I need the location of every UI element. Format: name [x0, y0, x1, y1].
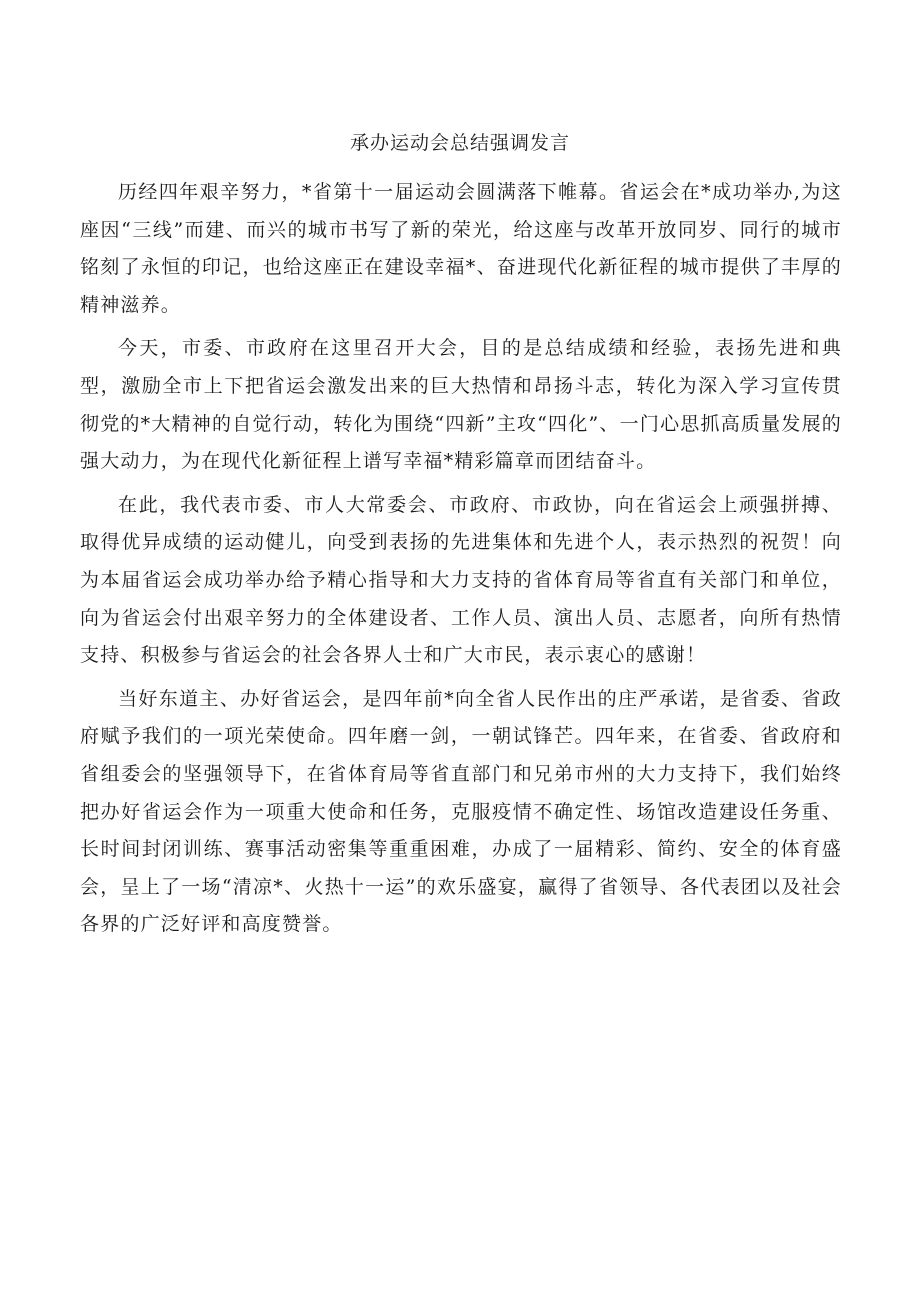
document-body — [80, 174, 842, 950]
paragraph-4: 当好东道主、办好省运会，是四年前*向全省人民作出的庄严承诺，是省委、省政府赋予我们的一项光荣使命。四年磨一剑，一朝试锋芒。四年来，在省委、省政府和省组委会的坚强领导下，在省体育局等省直部门和兄弟市州的大力支持下，我们始终把办好省运会作为一项重大使命和任务，克服疫情不确定性、场馆改造建设任务重、长时间封闭训练、赛事活动密集等重重困难，办成了一届精彩、简约、安全的体育盛会，呈上了一场“清凉*、火热十一运”的欢乐盛宴，赢得了省领导、各代表团以及社会各界的广泛好评和高度赞誉。 — [80, 687, 842, 936]
paragraph-3: 在此，我代表市委、市人大常委会、市政府、市政协，向在省运会上顽强拼搏、取得优异成绩的运动健儿，向受到表扬的先进集体和先进个人，表示热烈的祝贺！向为本届省运会成功举办给予精心指导和大力支持的省体育局等省直有关部门和单位，向为省运会付出艰辛努力的全体建设者、工作人员、演出人员、志愿者，向所有热情支持、积极参与省运会的社会各界人士和广大市民，表示衷心的感谢！ — [80, 493, 842, 667]
paragraph-1: 历经四年艰辛努力，*省第十一届运动会圆满落下帷幕。省运会在*成功举办,为这座因“三线”而建、而兴的城市书写了新的荣光，给这座与改革开放同岁、同行的城市铭刻了永恒的印记，也给这座正在建设幸福*、奋进现代化新征程的城市提供了丰厚的精神滋养。 — [80, 181, 842, 316]
document-title: 承办运动会总结强调发言 — [349, 132, 570, 154]
paragraph-2: 今天，市委、市政府在这里召开大会，目的是总结成绩和经验，表扬先进和典型，激励全市上下把省运会激发出来的巨大热情和昂扬斗志，转化为深入学习宣传贯彻党的*大精神的自觉行动，转化为围绕“四新”主攻“四化”、一门心思抓高质量发展的强大动力，为在现代化新征程上谱写幸福*精彩篇章而团结奋斗。 — [80, 337, 842, 473]
